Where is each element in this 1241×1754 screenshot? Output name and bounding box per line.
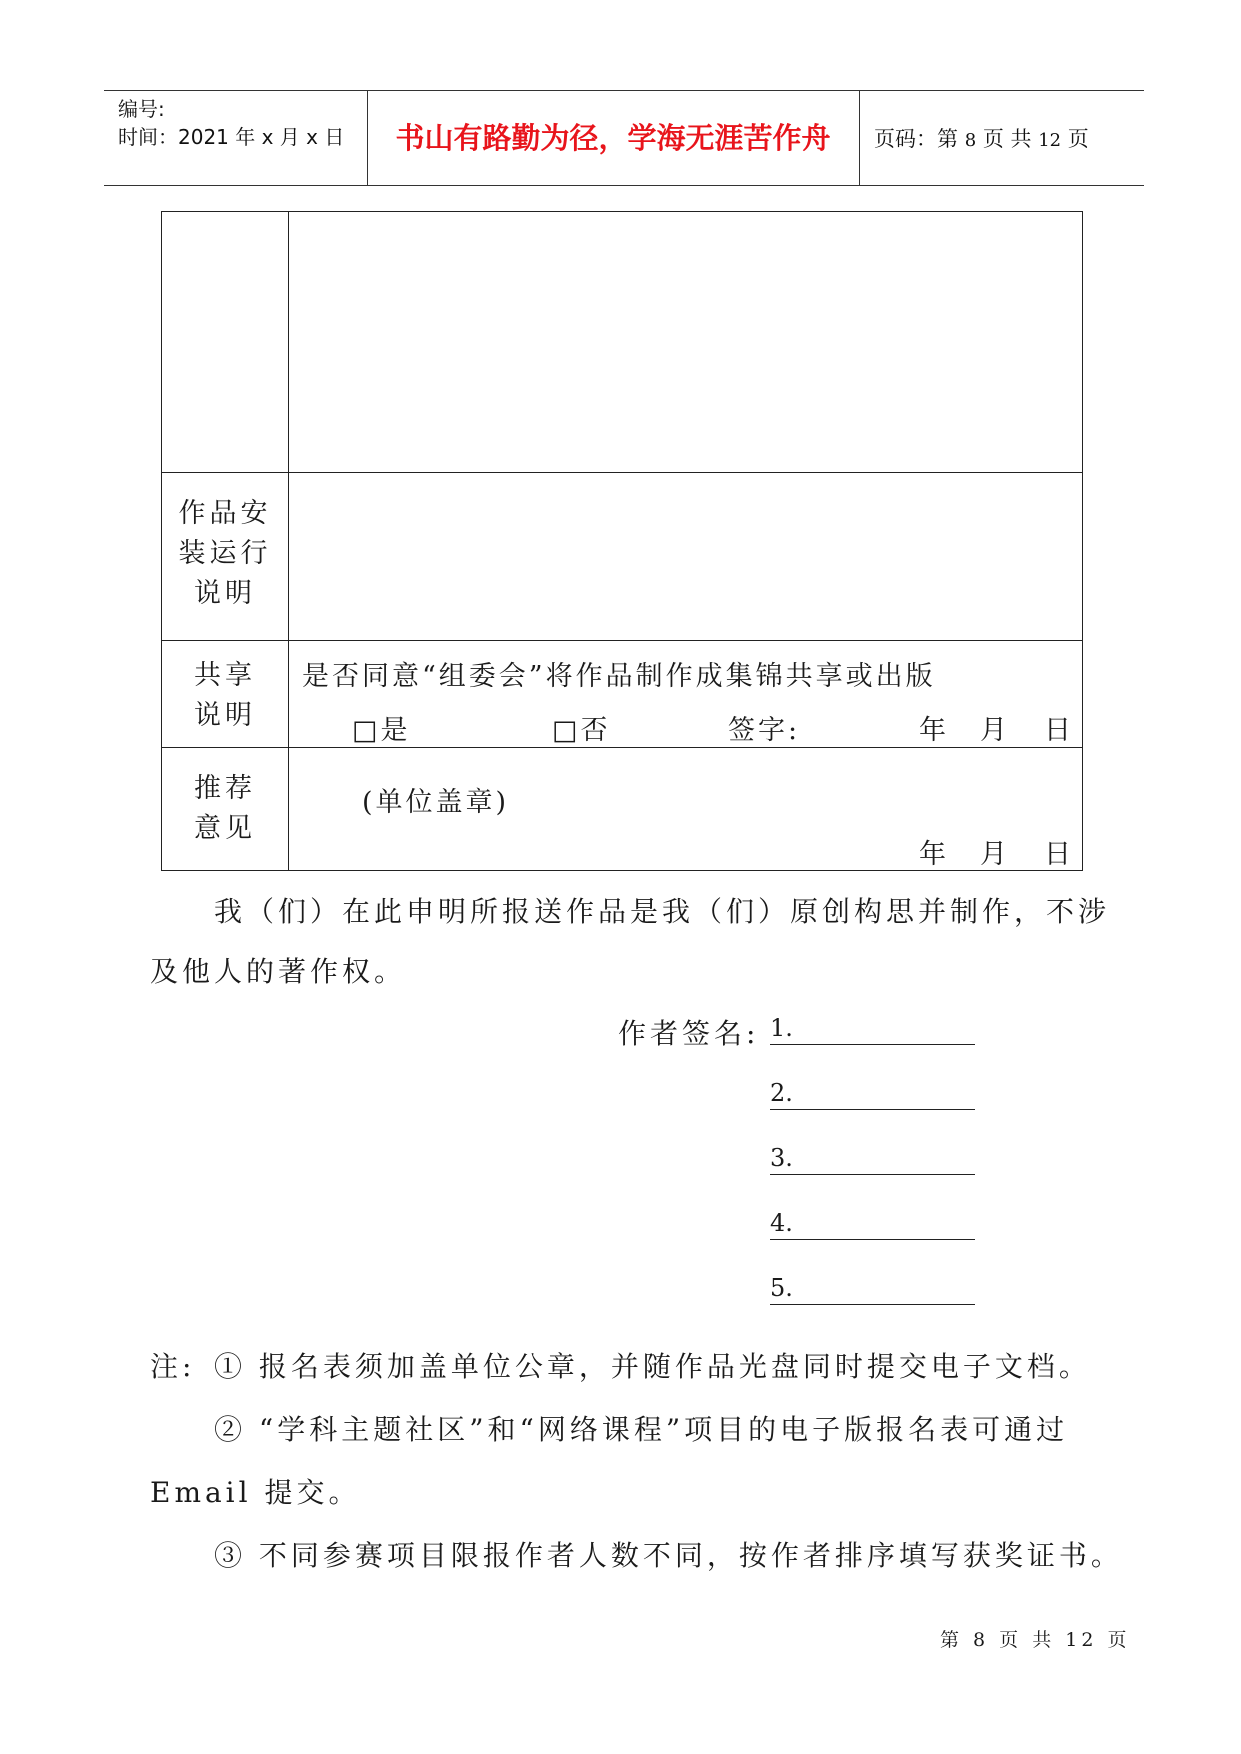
declaration-line-1: 我（们）在此申明所报送作品是我（们）原创构思并制作，不涉 [214,895,1111,928]
author-signature-line-1[interactable]: 1. [770,1012,975,1045]
share-sign-label: 签字: [728,715,801,746]
share-date-day: 日 [1044,715,1074,746]
unit-stamp-note: (单位盖章) [362,787,510,818]
document-time-label: 时间：2021 年 x 月 x 日 [118,125,345,149]
install-label-line: 装运行 [178,538,272,569]
table-row-divider [162,747,1082,748]
page-code-total: 12 [1038,130,1062,151]
notes-prefix: 注: [150,1350,196,1383]
header-motto: 书山有路勤为径，学海无涯苦作舟 [395,121,831,155]
share-label-line: 说明 [194,700,256,731]
author-signature-line-3[interactable]: 3. [770,1142,975,1175]
page-code-suffix: 页 [1067,127,1089,151]
share-option-yes[interactable]: □是 [352,715,411,746]
author-signature-line-4[interactable]: 4. [770,1207,975,1240]
install-instructions-label [162,494,288,614]
note-item-1: ① 报名表须加盖单位公章，并随作品光盘同时提交电子文档。 [214,1350,1091,1383]
header-page-code [874,123,1089,153]
page-code-mid: 页 共 [982,127,1032,151]
recommend-date-day: 日 [1044,839,1074,870]
recommend-date-year: 年 [919,839,949,870]
note-item-2-continued: Email 提交。 [150,1476,361,1509]
page-code-current: 8 [964,130,977,151]
share-label-line: 共享 [194,660,256,691]
author-signature-line-5[interactable]: 5. [770,1272,975,1305]
recommendation-label [162,769,288,849]
install-instructions-cell[interactable] [290,474,1082,639]
document-number-label: 编号: [118,97,165,121]
header-divider-left [367,91,368,185]
page-header [104,90,1144,186]
recommend-date-month: 月 [980,839,1010,870]
header-divider-right [859,91,860,185]
table-column-divider [288,212,289,870]
author-signature-label: 作者签名: [618,1017,760,1050]
declaration-line-2: 及他人的著作权。 [150,955,407,988]
recommend-label-line: 意见 [194,813,256,844]
author-signature-line-2[interactable]: 2. [770,1077,975,1110]
table-row-divider [162,472,1082,473]
install-label-line: 说明 [194,578,256,609]
page-code-prefix: 页码：第 [874,127,958,151]
page-footer-number: 第 8 页 共 12 页 [940,1629,1131,1651]
share-question: 是否同意“组委会”将作品制作成集锦共享或出版 [302,661,936,692]
recommend-label-line: 推荐 [194,773,256,804]
table-row-divider [162,640,1082,641]
note-item-3: ③ 不同参赛项目限报作者人数不同，按作者排序填写获奖证书。 [214,1539,1123,1572]
registration-form-table [161,211,1083,871]
share-option-no[interactable]: □否 [552,715,611,746]
install-label-line: 作品安 [178,498,272,529]
share-date-year: 年 [919,715,949,746]
share-statement-label [162,656,288,736]
share-date-month: 月 [980,715,1010,746]
note-item-2: ② “学科主题社区”和“网络课程”项目的电子版报名表可通过 [214,1413,1069,1446]
table-row-description-cell[interactable] [290,212,1082,470]
